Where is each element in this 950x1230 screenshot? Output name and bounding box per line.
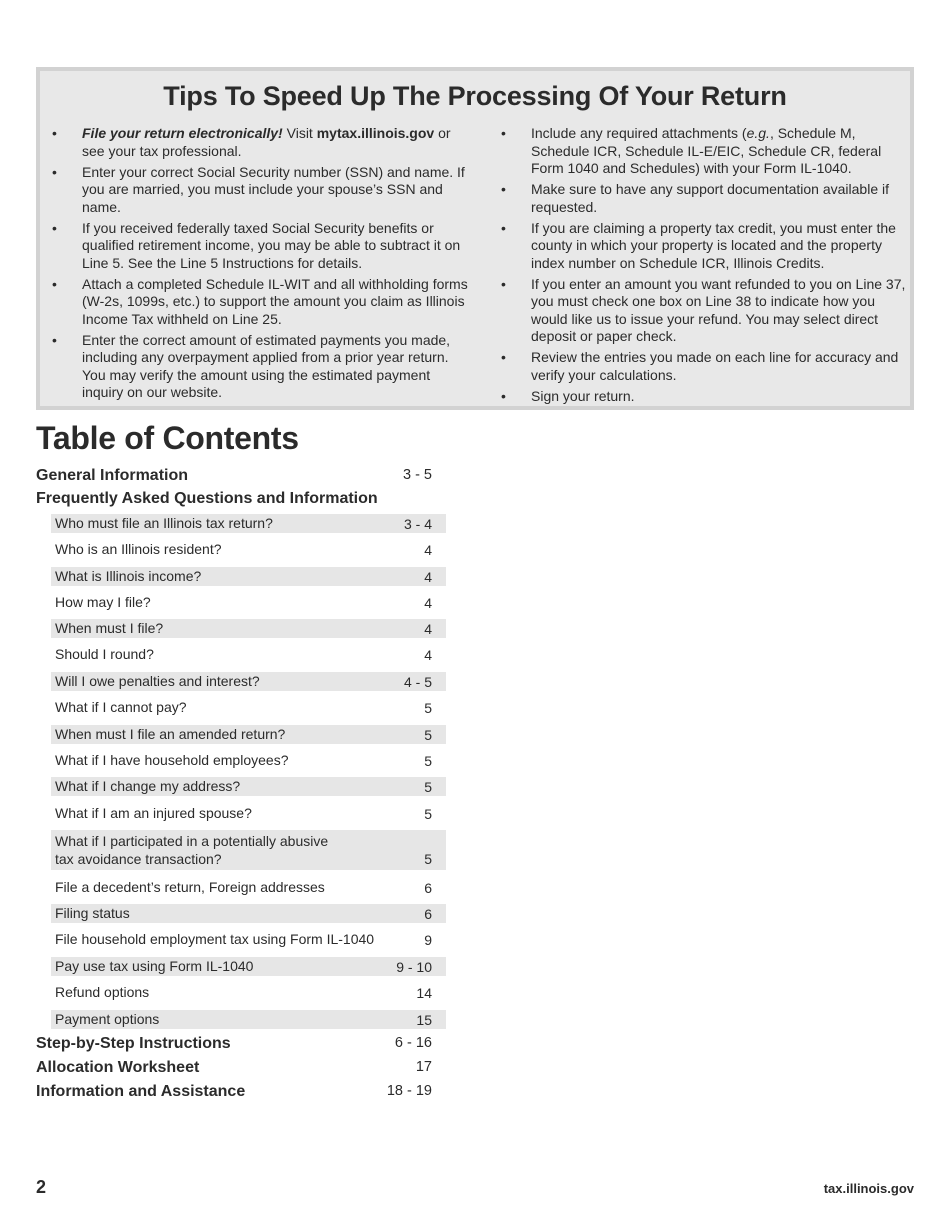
footer-website[interactable]: tax.illinois.gov [823, 1181, 914, 1196]
toc-subentry-page: 15 [416, 1012, 432, 1028]
toc-entry-label: Step-by-Step Instructions [36, 1035, 231, 1052]
toc-subentry-page: 9 [424, 932, 432, 948]
toc-subentry[interactable] [51, 593, 446, 612]
toc-subentry[interactable] [51, 619, 446, 638]
bullet-icon: • [52, 163, 57, 180]
tip-text: or see your tax professional. [82, 125, 451, 159]
toc-subentry-page: 4 [424, 569, 432, 585]
tip-item [499, 220, 914, 273]
toc-entry-page: 18 - 19 [386, 1083, 432, 1099]
toc-entry-faq[interactable] [36, 490, 436, 508]
toc-subentry-page: 5 [424, 779, 432, 795]
tips-right-column [499, 125, 914, 409]
toc-title: Table of Contents [36, 420, 299, 456]
toc-subentry-page: 4 [424, 647, 432, 663]
toc-subentry[interactable] [51, 1010, 446, 1029]
tip-item [499, 388, 914, 406]
toc-subentry[interactable] [51, 698, 446, 717]
toc-subentry[interactable] [51, 725, 446, 744]
toc-subentry-label: What if I change my address? [55, 778, 241, 794]
toc-subentry[interactable] [51, 804, 446, 823]
tip-text: Include any required attachments ( [531, 125, 747, 141]
toc-entry-step-by-step[interactable] [36, 1035, 436, 1053]
toc-subentry[interactable] [51, 904, 446, 923]
toc-entry-page: 6 - 16 [394, 1035, 432, 1051]
toc-subentry-label: Filing status [55, 905, 130, 921]
toc-subentry-label: File a decedent’s return, Foreign addresses [55, 879, 325, 895]
toc-subentry[interactable] [51, 777, 446, 796]
tip-text: , Schedule M, Schedule ICR, Schedule IL-E/EIC, Schedule CR, federal Form 1040 and Schedules) with your Form IL-1040. [531, 125, 882, 176]
tips-title: Tips To Speed Up The Processing Of Your Return [163, 81, 787, 111]
toc-subentry[interactable] [51, 930, 446, 949]
toc-subentry-label: Who is an Illinois resident? [55, 541, 222, 557]
tip-text: Make sure to have any support documentation available if requested. [531, 181, 889, 215]
toc-entry-allocation-worksheet[interactable] [36, 1059, 436, 1077]
toc-subentry-label: Pay use tax using Form IL-1040 [55, 958, 254, 974]
toc-subentry-page: 6 [424, 880, 432, 896]
toc-subentry-label: What if I cannot pay? [55, 699, 187, 715]
toc-subentry-page: 5 [424, 851, 432, 867]
toc-subentry[interactable] [51, 957, 446, 976]
tips-box [36, 67, 914, 410]
tip-website-link[interactable]: mytax.illinois.gov [316, 125, 435, 141]
tip-text: If you received federally taxed Social Security benefits or qualified retirement income, you may be able to subtract it on Line 5. See the Line 5 Instructions for details. [82, 219, 461, 271]
bullet-icon: • [501, 275, 506, 292]
page-number: 2 [36, 1177, 47, 1197]
tip-item [499, 125, 914, 178]
tip-item [50, 276, 470, 329]
bullet-icon: • [501, 219, 506, 236]
tip-text: If you are claiming a property tax credit, you must enter the county in which your property is located and the property index number on Schedule ICR, Illinois Credits. [531, 219, 896, 271]
toc-subentry-label: What if I have household employees? [55, 752, 289, 768]
toc-subentry-page: 4 - 5 [403, 674, 432, 690]
toc-subentry-page: 5 [424, 700, 432, 716]
toc-subentry-page: 3 - 4 [403, 516, 432, 532]
tip-text: Attach a completed Schedule IL-WIT and all withholding forms (W-2s, 1099s, etc.) to support the amount you claim as Illinois Income Tax withheld on Line 25. [82, 275, 468, 327]
toc-subentry-label: Will I owe penalties and interest? [55, 673, 260, 689]
tip-text: Visit [282, 125, 317, 141]
toc-subentry-label: What is Illinois income? [55, 568, 202, 584]
toc-subentry-page: 5 [424, 727, 432, 743]
tip-text: Enter your correct Social Security number (SSN) and name. If you are married, you must include your spouse’s SSN and name. [82, 163, 465, 215]
bullet-icon: • [52, 275, 57, 292]
toc-subentry[interactable] [51, 751, 446, 770]
tip-item [50, 220, 470, 273]
toc-entry-label: Allocation Worksheet [36, 1059, 200, 1076]
toc-entry-label: Information and Assistance [36, 1083, 246, 1100]
tip-text: If you enter an amount you want refunded to you on Line 37, you must check one box on Line 38 to indicate how you would like us to issue your refund. You may select direct deposit or paper check. [531, 275, 906, 344]
toc-entry-label: Frequently Asked Questions and Information [36, 490, 378, 507]
toc-subentry-label-line2: tax avoidance transaction? [55, 851, 222, 867]
tip-item [499, 181, 914, 216]
toc-subentry-page: 6 [424, 906, 432, 922]
toc-entry-label: General Information [36, 467, 189, 484]
toc-subentry[interactable] [51, 983, 446, 1002]
tip-item [499, 349, 914, 384]
toc-subentry-label: Should I round? [55, 646, 154, 662]
toc-subentry-label: Refund options [55, 984, 150, 1000]
toc-subentry-label: When must I file an amended return? [55, 726, 286, 742]
toc-subentry[interactable] [51, 878, 446, 897]
toc-entry-page: 17 [415, 1059, 432, 1075]
bullet-icon: • [52, 125, 57, 141]
bullet-icon: • [52, 219, 57, 236]
toc-subentry[interactable] [51, 645, 446, 664]
tip-item [50, 125, 470, 160]
toc-subentry-label: When must I file? [55, 620, 164, 636]
toc-subentry-page: 14 [416, 985, 432, 1001]
tips-left-column [50, 125, 470, 405]
toc-entry-page: 3 - 5 [402, 467, 432, 483]
toc-subentry-page: 4 [424, 595, 432, 611]
toc-subentry[interactable] [51, 540, 446, 559]
bullet-icon: • [501, 181, 506, 197]
tip-text: Sign your return. [531, 387, 635, 404]
tip-text: Enter the correct amount of estimated payments you made, including any overpayment applied from a prior year return. You may verify the amount using the estimated payment inquiry on our website. [82, 331, 451, 400]
toc-subentry-label: What if I am an injured spouse? [55, 805, 252, 821]
toc-subentry-page: 4 [424, 542, 432, 558]
bullet-icon: • [52, 331, 57, 348]
bullet-icon: • [501, 125, 506, 141]
toc-subentry[interactable] [51, 672, 446, 691]
tip-italic: e.g. [746, 125, 770, 141]
toc-subentry-label: Who must file an Illinois tax return? [55, 515, 273, 531]
toc-subentry-page: 9 - 10 [396, 959, 432, 975]
toc-subentry[interactable] [51, 514, 446, 533]
toc-subentry-label: File household employment tax using Form IL-1040 [55, 931, 375, 947]
toc-subentry-label-line1: What if I participated in a potentially abusive [55, 833, 329, 849]
bullet-icon: • [501, 349, 506, 365]
tip-text: Review the entries you made on each line for accuracy and verify your calculations. [531, 349, 899, 383]
toc-subentry-page: 5 [424, 753, 432, 769]
toc-subentry-page: 5 [424, 806, 432, 822]
toc-subentry[interactable] [51, 830, 446, 870]
bullet-icon: • [501, 387, 506, 404]
tip-lead: File your return electronically! [82, 125, 283, 141]
toc-entry-information-assistance[interactable] [36, 1083, 436, 1101]
toc-subentry-page: 4 [424, 621, 432, 637]
toc-subentry-label: How may I file? [55, 594, 151, 610]
toc-subentry-label: Payment options [55, 1011, 160, 1027]
toc-subentry[interactable] [51, 567, 446, 586]
toc-entry-general-information[interactable] [36, 467, 436, 485]
tip-item [50, 332, 470, 402]
tip-item [499, 276, 914, 346]
tip-item [50, 164, 470, 217]
